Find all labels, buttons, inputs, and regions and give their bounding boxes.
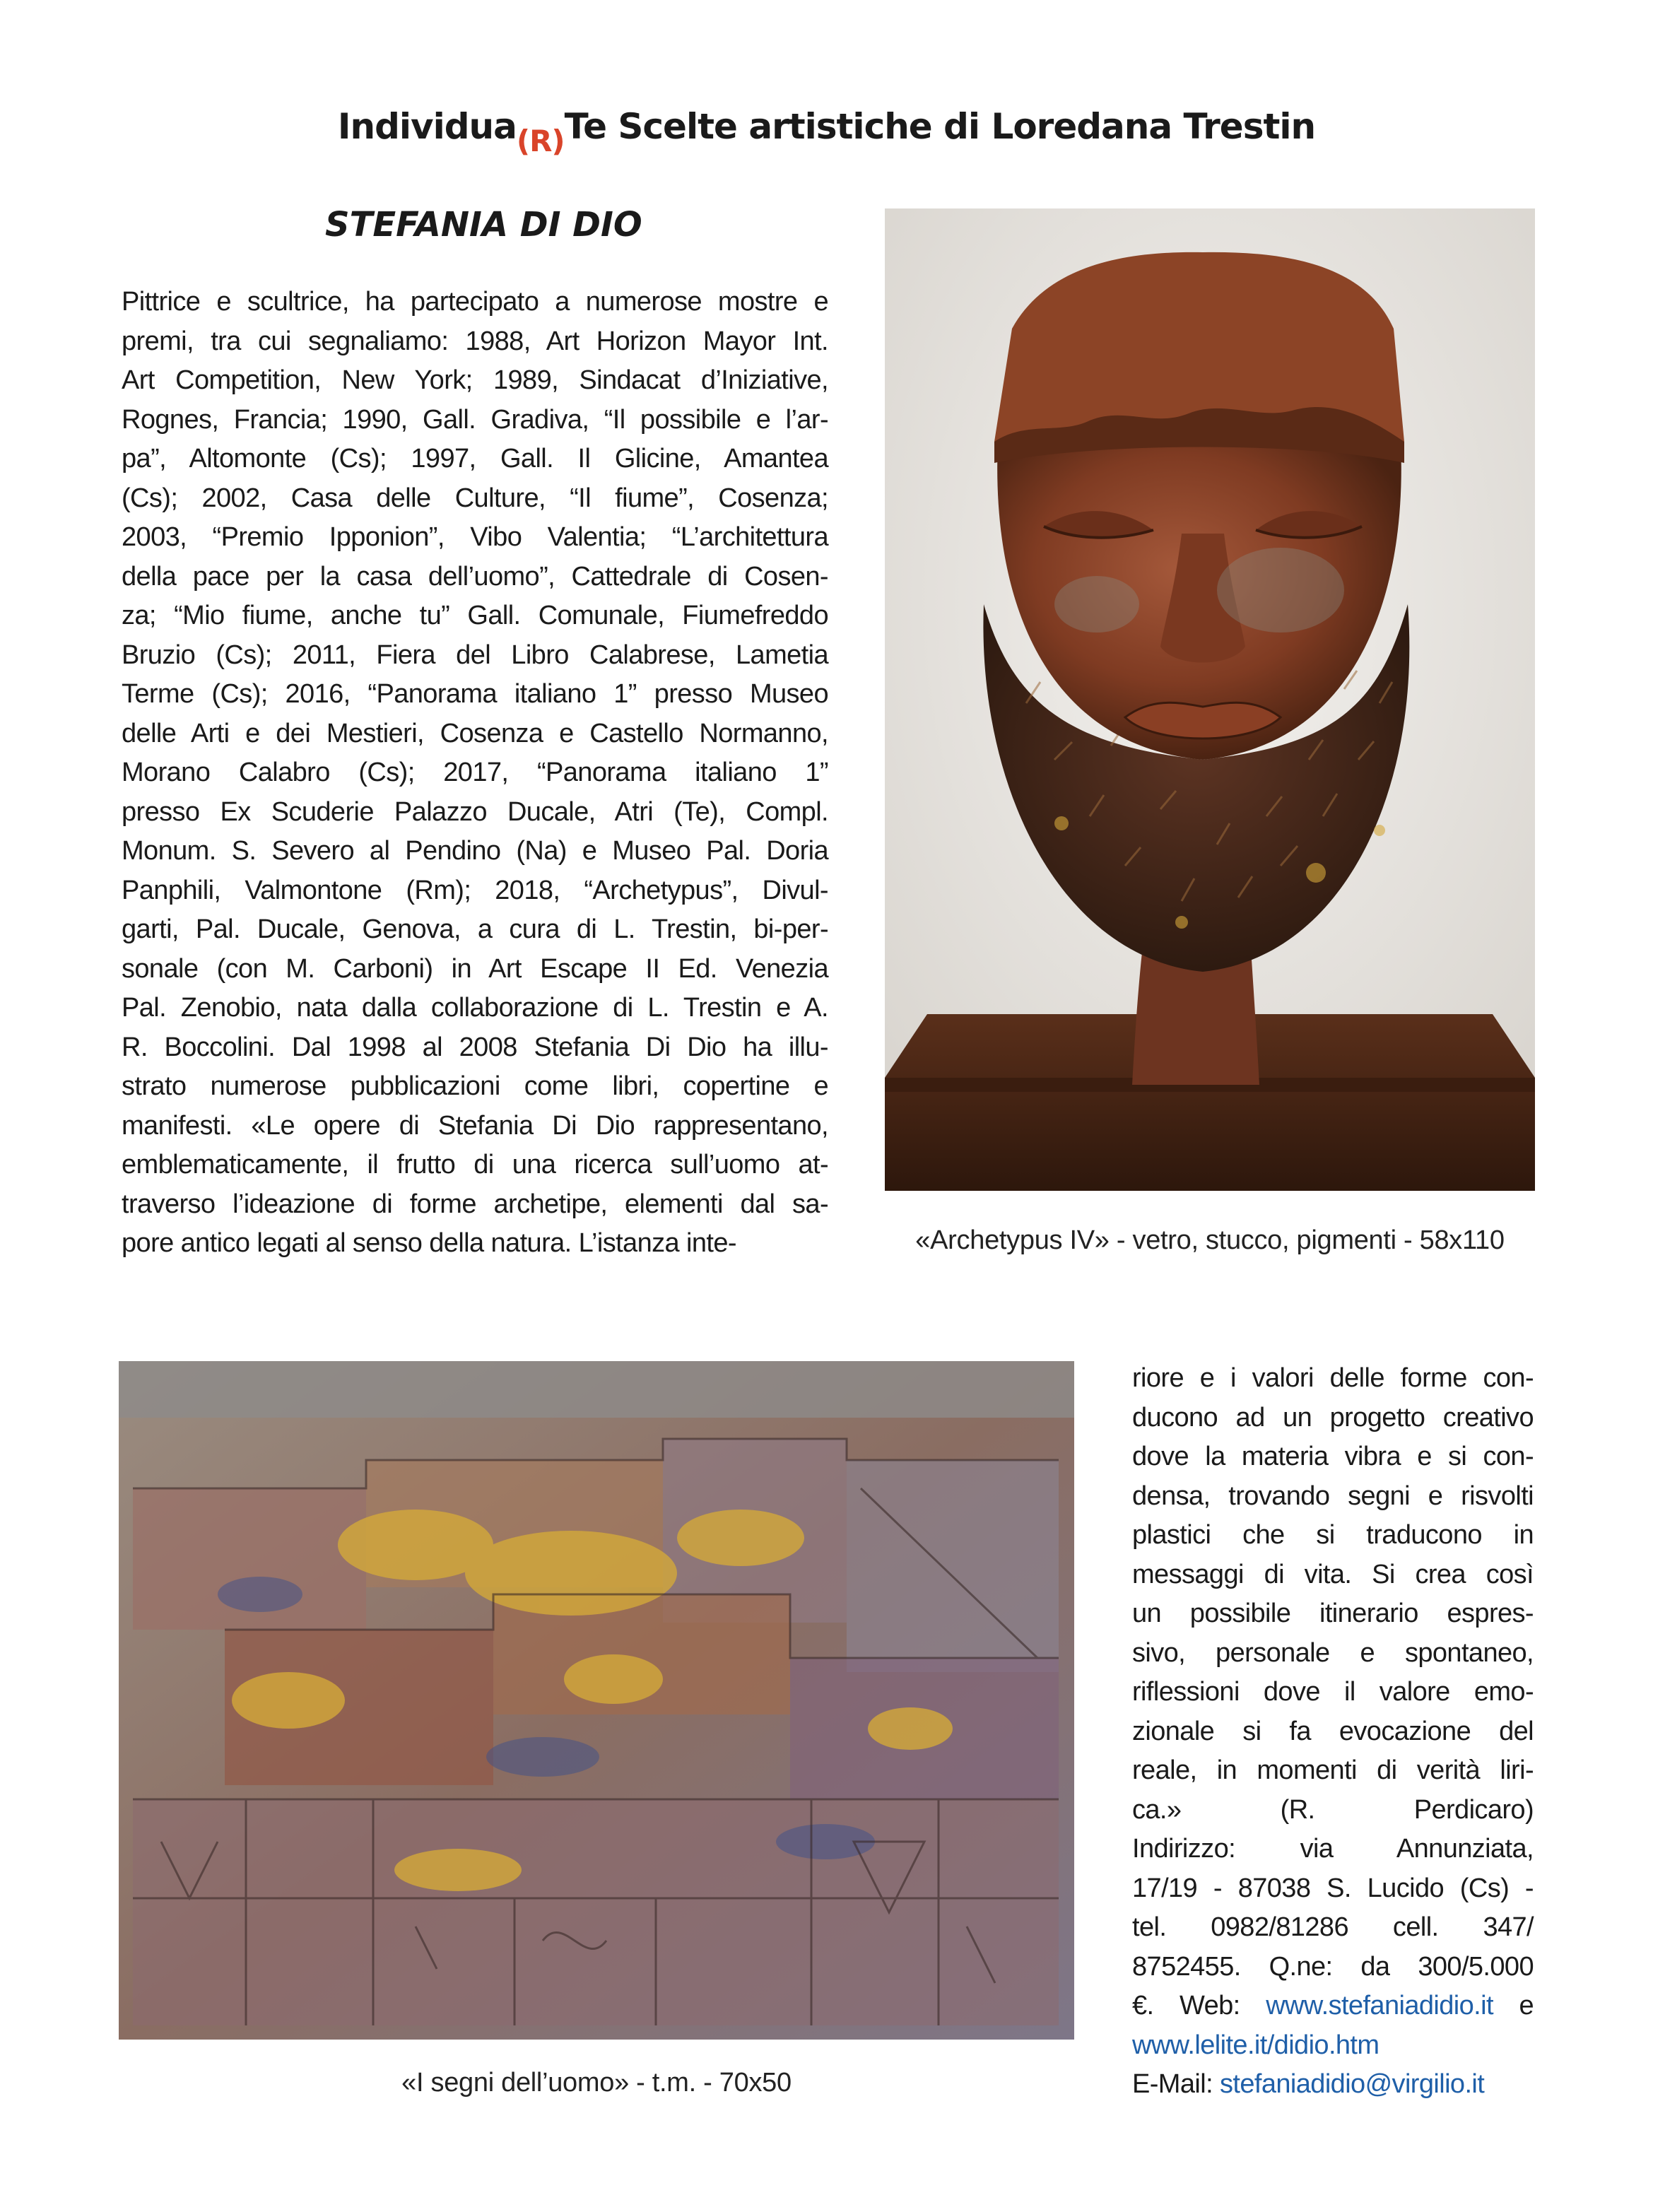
text-line: messaggi di vita. Si crea così bbox=[1132, 1559, 1534, 1589]
text-line: Morano Calabro (Cs); 2017, “Panorama italiano 1” bbox=[122, 758, 828, 787]
text-line: plastici che si traducono in bbox=[1132, 1520, 1534, 1550]
text-line: pore antico legati al senso della natura. L’istanza inte- bbox=[122, 1228, 736, 1258]
text-line: strato numerose pubblicazioni come libri, copertine e bbox=[122, 1071, 828, 1101]
header-title-accent: (R) bbox=[516, 124, 565, 158]
contact-euro-web-prefix: €. Web: bbox=[1132, 1991, 1266, 2020]
text-line: della pace per la casa dell’uomo”, Cattedrale di Cosen- bbox=[122, 561, 828, 592]
text-line: (Cs); 2002, Casa delle Culture, “Il fiume”, Cosenza; bbox=[122, 483, 828, 513]
text-line: riflessioni dove il valore emo- bbox=[1132, 1677, 1534, 1707]
biography-column-1 bbox=[122, 283, 828, 1264]
text-line: 8752455. Q.ne: da 300/5.000 bbox=[1132, 1951, 1534, 1982]
text-line: zionale si fa evocazione del bbox=[1132, 1716, 1534, 1746]
text-line: premi, tra cui segnaliamo: 1988, Art Horizon Mayor Int. bbox=[122, 326, 828, 356]
page-header bbox=[0, 106, 1653, 158]
website-link-1[interactable]: www.stefaniadidio.it bbox=[1266, 1991, 1493, 2020]
text-line: densa, trovando segni e risvolti bbox=[1132, 1481, 1534, 1511]
text-line: Rognes, Francia; 1990, Gall. Gradiva, “Il possibile e l’ar- bbox=[122, 404, 828, 435]
contact-web-line bbox=[1132, 1987, 1534, 2026]
header-title-pre: Individua bbox=[337, 106, 517, 147]
text-line: Pal. Zenobio, nata dalla collaborazione di L. Trestin e A. bbox=[122, 993, 828, 1023]
biography-column-2 bbox=[1132, 1359, 1534, 2105]
header-title-post: Te Scelte artistiche di Loredana Trestin bbox=[564, 106, 1316, 147]
painting-photo bbox=[119, 1361, 1074, 2040]
painting-caption: «I segni dell’uomo» - t.m. - 70x50 bbox=[401, 2068, 792, 2098]
email-link[interactable]: stefaniadidio@virgilio.it bbox=[1220, 2069, 1485, 2099]
sculpture-caption: «Archetypus IV» - vetro, stucco, pigmenti - 58x110 bbox=[915, 1225, 1505, 1255]
sculpture-photo bbox=[885, 208, 1535, 1191]
text-line: 17/19 - 87038 S. Lucido (Cs) - bbox=[1132, 1873, 1534, 1903]
text-line: 2003, “Premio Ipponion”, Vibo Valentia; “L’architettura bbox=[122, 522, 828, 552]
text-line: R. Boccolini. Dal 1998 al 2008 Stefania Di Dio ha illu- bbox=[122, 1032, 828, 1062]
contact-and: e bbox=[1493, 1991, 1534, 2020]
text-line: dove la materia vibra e si con- bbox=[1132, 1442, 1534, 1471]
text-line: traverso l’ideazione di forme archetipe, elementi dal sa- bbox=[122, 1189, 828, 1219]
text-line: ca.» (R. Perdicaro) bbox=[1132, 1794, 1534, 1825]
website-link-2[interactable]: www.lelite.it/didio.htm bbox=[1132, 2030, 1380, 2060]
text-line: delle Arti e dei Mestieri, Cosenza e Castello Normanno, bbox=[122, 718, 828, 748]
text-line: Art Competition, New York; 1989, Sindacat d’Iniziative, bbox=[122, 365, 828, 395]
contact-email-line bbox=[1132, 2065, 1534, 2105]
text-line: presso Ex Scuderie Palazzo Ducale, Atri (Te), Compl. bbox=[122, 796, 828, 827]
text-line: manifesti. «Le opere di Stefania Di Dio rappresentano, bbox=[122, 1110, 828, 1141]
text-line: emblematicamente, il frutto di una ricerca sull’uomo at- bbox=[122, 1150, 828, 1179]
text-line: Pittrice e scultrice, ha partecipato a numerose mostre e bbox=[122, 287, 828, 317]
text-line: reale, in momenti di verità liri- bbox=[1132, 1755, 1534, 1785]
contact-web2-line bbox=[1132, 2026, 1534, 2066]
text-line: sivo, personale e spontaneo, bbox=[1132, 1637, 1534, 1668]
text-line: garti, Pal. Ducale, Genova, a cura di L. Trestin, bi-per- bbox=[122, 914, 828, 944]
text-line: un possibile itinerario espres- bbox=[1132, 1599, 1534, 1628]
text-line: Panphili, Valmontone (Rm); 2018, “Archetypus”, Divul- bbox=[122, 875, 828, 905]
text-line: ducono ad un progetto creativo bbox=[1132, 1402, 1534, 1432]
text-line: tel. 0982/81286 cell. 347/ bbox=[1132, 1912, 1534, 1942]
text-line: Indirizzo: via Annunziata, bbox=[1132, 1834, 1534, 1864]
text-line: Monum. S. Severo al Pendino (Na) e Museo Pal. Doria bbox=[122, 836, 828, 866]
text-line: sonale (con M. Carboni) in Art Escape II Ed. Venezia bbox=[122, 953, 828, 984]
artist-name: STEFANIA DI DIO bbox=[325, 205, 642, 245]
text-line: Terme (Cs); 2016, “Panorama italiano 1” presso Museo bbox=[122, 679, 828, 709]
text-line: za; “Mio fiume, anche tu” Gall. Comunale, Fiumefreddo bbox=[122, 601, 828, 630]
text-line: riore e i valori delle forme con- bbox=[1132, 1363, 1534, 1393]
biography-column-2-lines bbox=[1132, 1359, 1534, 1987]
text-line: pa”, Altomonte (Cs); 1997, Gall. Il Glicine, Amantea bbox=[122, 444, 828, 473]
text-line: Bruzio (Cs); 2011, Fiera del Libro Calabrese, Lametia bbox=[122, 640, 828, 670]
email-label: E-Mail: bbox=[1132, 2069, 1220, 2099]
